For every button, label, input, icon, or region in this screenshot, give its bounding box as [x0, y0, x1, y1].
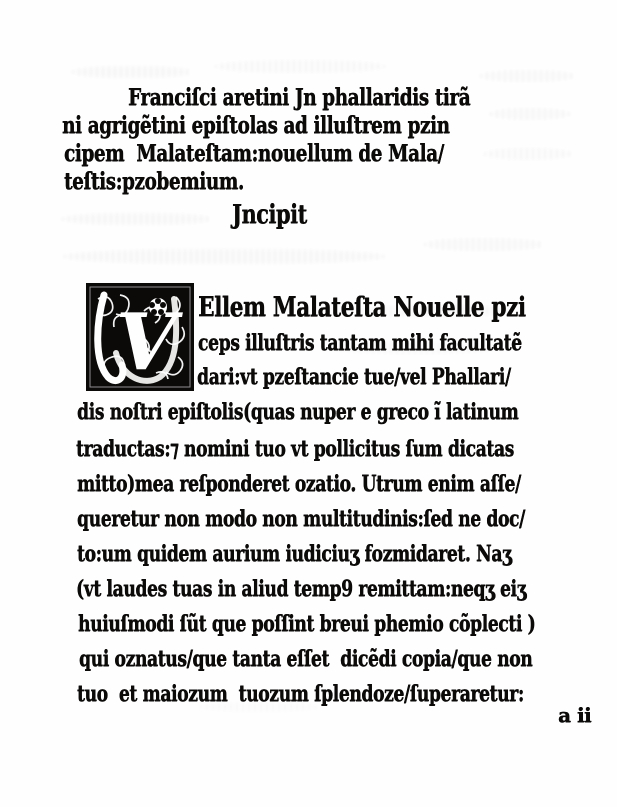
- body-line: ceps illuſtris tantam mihi facultatẽ: [198, 330, 522, 356]
- body-line: qui oznatus/que tanta eſſet dicẽdi copia/que non: [79, 646, 533, 672]
- body-line: (vt laudes tuas in aliud temp9 remittam:neqʒ eiʒ: [76, 576, 526, 602]
- bleed-through-smudge: [490, 108, 570, 120]
- body-line: queretur non modo non multitudinis:ſed ne doc/: [77, 506, 525, 532]
- drop-cap-letter: V: [115, 297, 177, 388]
- body-line: huiuſmodi ſũt que poſſint breui phemio cõplecti ): [78, 611, 536, 637]
- body-line: dis noſtri epiſtolis(quas nuper e greco ĩ latinum: [77, 399, 519, 425]
- heading-line: Franciſci aretini Jn phallaridis tirã: [128, 84, 471, 111]
- bleed-through-smudge: [62, 213, 212, 225]
- body-line: mitto)mea reſponderet ozatio. Utrum enim aſſe/: [77, 471, 521, 497]
- body-line: dari:vt pzeſtancie tue/vel Phallari/: [197, 364, 511, 390]
- bleed-through-smudge: [215, 60, 385, 73]
- body-line: traductas:⁊ nomini tuo vt pollicitus ſum dicatas: [76, 436, 514, 462]
- body-line: Ellem Malateſta Nouelle pzi: [198, 292, 526, 323]
- body-line: tuo et maiozum tuozum ſplendoze/ſuperaretur:: [77, 681, 524, 707]
- bleed-through-smudge: [484, 148, 572, 160]
- body-line: to:um quidem aurium iudiciuʒ fozmidaret. Naʒ: [77, 541, 512, 567]
- ornamental-drop-cap: [86, 283, 194, 391]
- heading-line: cipem Malateſtam:nouellum de Mala/: [64, 140, 444, 167]
- bleed-through-smudge: [424, 238, 544, 251]
- bleed-through-smudge: [64, 249, 384, 264]
- heading-line: teſtis:pzobemium.: [64, 168, 244, 195]
- heading-line: ni agrigẽtini epiſtolas ad illuſtrem pzin: [62, 112, 450, 139]
- incipit-label: Jncipit: [232, 200, 307, 230]
- bleed-through-smudge: [480, 70, 576, 82]
- signature-mark: a ii: [558, 703, 592, 727]
- bleed-through-smudge: [72, 66, 192, 78]
